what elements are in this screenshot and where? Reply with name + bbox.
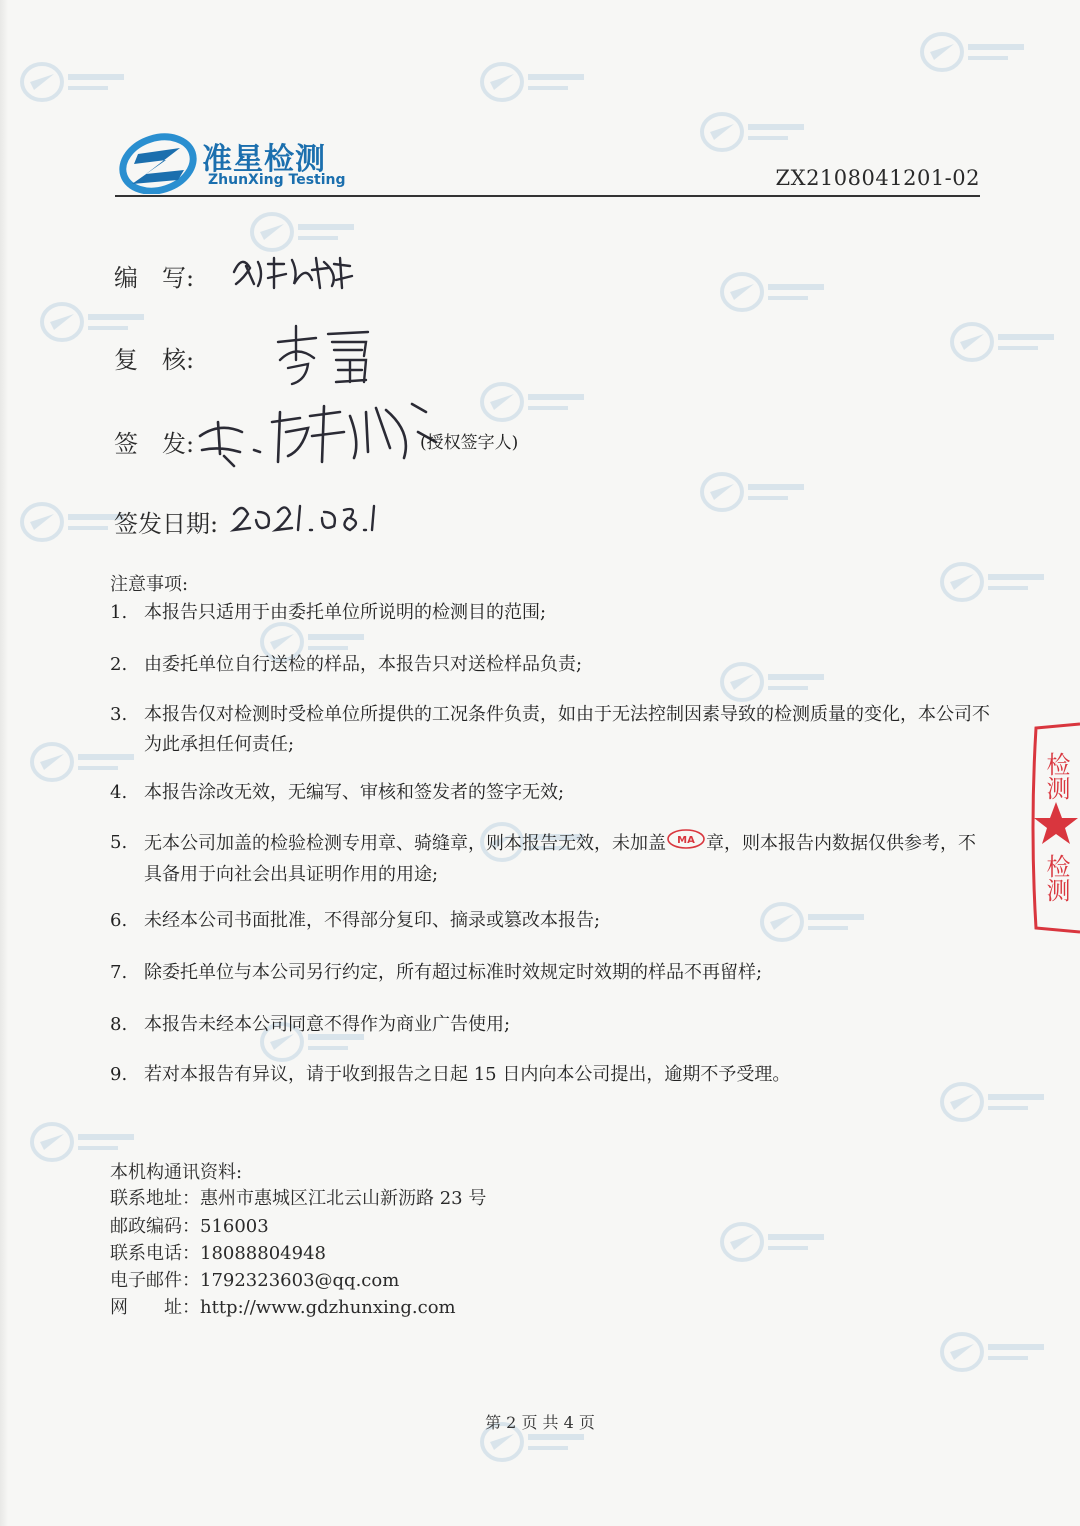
note-text: 本报告仅对检测时受检单位所提供的工况条件负责，如由于无法控制因素导致的检测质量的变化，本公司不为此承担任何责任; [144,704,990,755]
page-edge [0,0,8,1526]
watermark-logo-icon [700,110,810,154]
contact-title: 本机构通讯资料: [110,1162,243,1183]
watermark-logo-icon [950,320,1060,364]
note-text: 若对本报告有异议，请于收到报告之日起 15 日内向本公司提出，逾期不予受理。 [144,1064,791,1085]
note-item [110,700,990,760]
note-text: 除委托单位与本公司另行约定，所有超过标准时效规定时效期的样品不再留样; [144,962,763,983]
note-number: 8. [110,1014,128,1035]
contact-address: 联系地址：惠州市惠城区江北云山新沥路 23 号 [110,1188,487,1209]
watermark-logo-icon [920,30,1030,74]
watermark-logo-icon [940,1330,1050,1374]
note-item [110,1010,990,1040]
seal-text-top: 检测 [1042,752,1070,800]
seal-text-bottom: 检测 [1042,854,1070,902]
notes-title: 注意事项: [110,574,189,595]
issue-signature [190,392,440,472]
contact-phone: 联系电话：18088804948 [110,1243,326,1264]
note-number: 5. [110,832,128,853]
zhunxing-logo-icon [118,130,204,194]
watermark-logo-icon [720,270,830,314]
note-text: 未经本公司书面批准，不得部分复印、摘录或篡改本报告; [144,910,601,931]
note-text: 由委托单位自行送检的样品，本报告只对送检样品负责; [144,654,583,675]
watermark-logo-icon [20,60,130,104]
note-item [110,1060,990,1090]
compile-signature [228,244,358,294]
watermark-logo-icon [720,1220,830,1264]
logo-chinese-text: 准星检测 [202,142,326,177]
note-text-before: 无本公司加盖的检验检测专用章、骑缝章，则本报告无效，未加盖 [144,833,666,854]
watermark-logo-icon [480,60,590,104]
header-divider [115,195,980,197]
company-seal-icon [1026,718,1080,938]
issue-date-handwritten [228,496,388,540]
note-number: 3. [110,704,128,725]
note-item [110,958,990,988]
note-number: 7. [110,962,128,983]
note-text: 本报告涂改无效，无编写、审核和签发者的签字无效; [144,782,565,803]
note-text: 本报告只适用于由委托单位所说明的检测目的范围; [144,602,547,623]
review-label: 复 核: [114,346,195,374]
note-number: 2. [110,654,128,675]
company-logo [118,128,348,198]
ma-mark-text: MA [677,835,695,846]
date-row [114,504,218,539]
note-number: 9. [110,1064,128,1085]
review-signature [270,320,380,390]
compile-row [114,258,194,293]
note-item [110,828,990,890]
watermark-logo-icon [700,470,810,514]
note-item [110,778,990,808]
note-text [144,828,990,890]
issue-label: 签 发: [114,430,195,458]
note-item [110,650,990,680]
logo-english-text: ZhunXing Testing [208,172,346,188]
review-row [114,340,194,375]
watermark-logo-icon [40,300,150,344]
watermark-logo-icon [480,380,590,424]
contact-website: 网 址：http://www.gdzhunxing.com [110,1297,456,1318]
contact-postcode: 邮政编码：516003 [110,1216,269,1237]
compile-label: 编 写: [114,264,195,292]
note-item [110,906,990,936]
authorized-signatory-note: (授权签字人) [420,433,519,453]
note-number: 4. [110,782,128,803]
report-number: ZX2108041201-02 [775,166,980,190]
page-number: 第 2 页 共 4 页 [485,1413,595,1432]
contact-email: 电子邮件：1792323603@qq.com [110,1270,400,1291]
note-text: 本报告未经本公司同意不得作为商业广告使用; [144,1014,511,1035]
issue-row [114,424,194,459]
ma-certification-icon [666,828,706,860]
note-item [110,598,990,628]
note-text-after: 章，则本报告内数据仅供参考，不具备用于向社会出具证明作用的用途; [144,833,976,885]
date-label: 签发日期: [114,510,219,538]
note-number: 1. [110,602,128,623]
note-number: 6. [110,910,128,931]
